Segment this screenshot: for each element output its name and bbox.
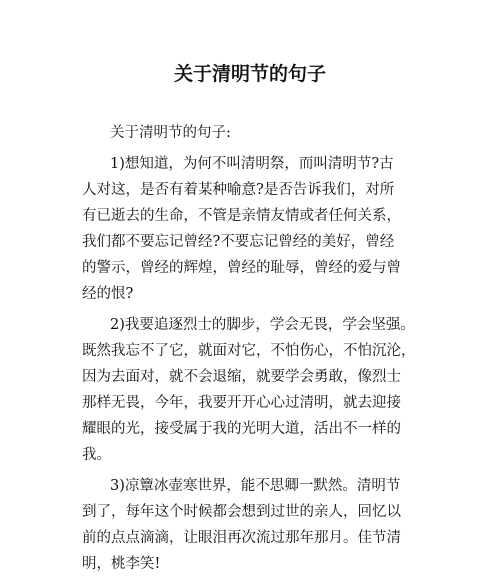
paragraph-3	[82, 473, 442, 577]
paragraph-line: 2)我要追逐烈士的脚步，学会无畏，学会坚强。	[110, 317, 415, 333]
paragraph-line: 前的点点滴滴，让眼泪再次流过那年那月。佳节清	[82, 530, 401, 546]
paragraph-2	[82, 312, 442, 468]
paragraph-line: 因为去面对，就不会退缩，就要学会勇敢，像烈士	[82, 369, 401, 385]
paragraph-line: 有已逝去的生命，不管是亲情友情或者任何关系，	[82, 208, 401, 224]
paragraph-line: 我。	[82, 447, 111, 463]
paragraph-line: 3)凉簟冰壶寒世界，能不思卿一默然。清明节	[110, 478, 401, 494]
paragraph-line: 明，桃李笑!	[82, 556, 161, 572]
paragraph-line: 到了，每年这个时候都会想到过世的亲人，回忆以	[82, 504, 401, 520]
paragraph-line: 既然我忘不了它，就面对它，不怕伤心，不怕沉沦，	[82, 343, 416, 359]
paragraph-line: 我们都不要忘记曾经?不要忘记曾经的美好，曾经	[82, 234, 395, 250]
document-title: 关于清明节的句子	[173, 63, 326, 85]
paragraph-line: 人对这，是否有着某种喻意?是否告诉我们，对所	[82, 182, 395, 198]
paragraph-line: 的警示，曾经的辉煌，曾经的耻辱，曾经的爱与曾	[82, 260, 401, 276]
paragraph-line: 耀眼的光，接受属于我的光明大道，活出不一样的	[82, 421, 401, 437]
paragraph-1	[82, 151, 442, 307]
paragraph-line: 1)想知道，为何不叫清明祭，而叫清明节?古	[110, 156, 394, 172]
paragraph-line: 经的恨?	[82, 286, 134, 302]
document-body	[82, 120, 442, 577]
intro-line: 关于清明节的句子:	[110, 125, 231, 141]
paragraph-line: 那样无畏，今年，我要开开心心过清明，就去迎接	[82, 395, 401, 411]
